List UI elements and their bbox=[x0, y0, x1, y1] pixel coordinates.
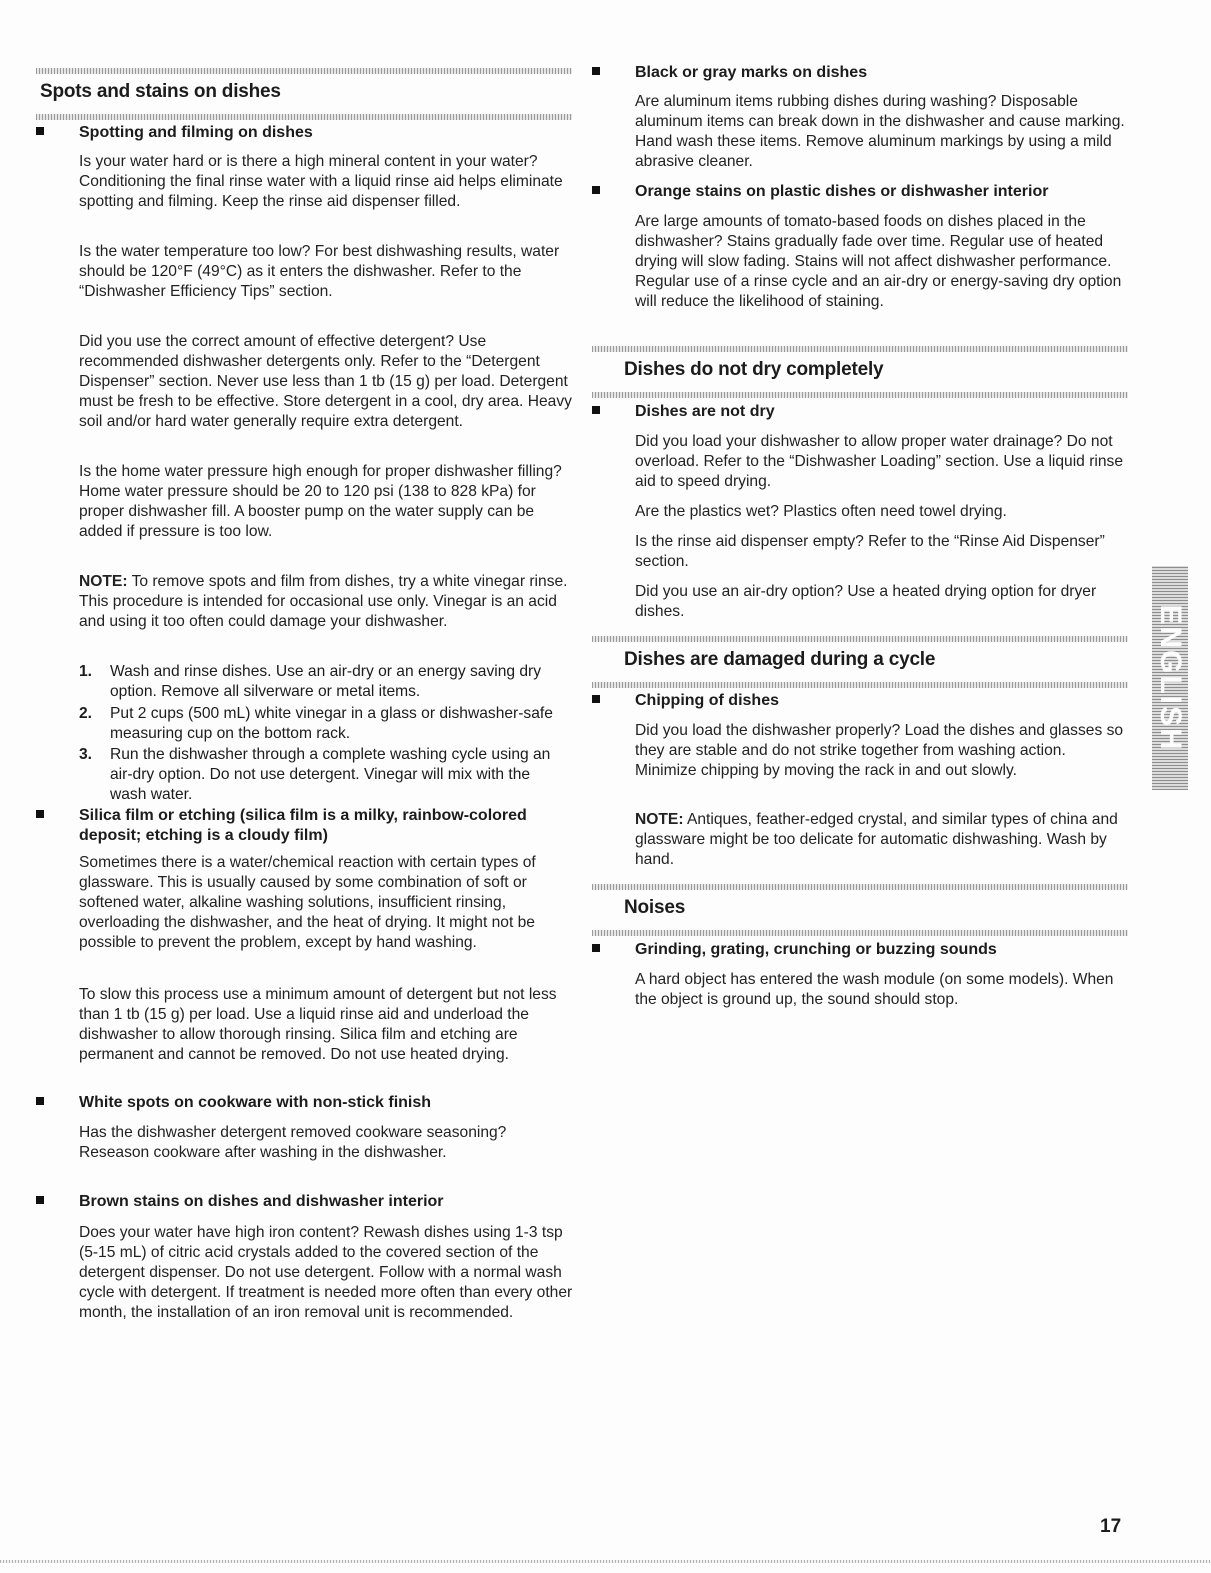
note-label: NOTE: bbox=[635, 811, 684, 828]
bullet-icon bbox=[36, 1196, 44, 1204]
step-number: 3. bbox=[79, 746, 93, 763]
step-number: 1. bbox=[79, 663, 93, 680]
bullet-icon bbox=[592, 67, 600, 75]
problem-title: Black or gray marks on dishes bbox=[635, 64, 868, 81]
paragraph: Is the home water pressure high enough for proper dishwasher filling? Home water pressure should be 20 to 120 psi (138 to 828 kPa) for proper dishwasher fill. A booster pump on the water supply can be added if pressure is too low. bbox=[79, 463, 562, 540]
problem-title: Dishes are not dry bbox=[635, 403, 775, 420]
section-title: Spots and stains on dishes bbox=[40, 81, 281, 102]
note-label: NOTE: bbox=[79, 573, 128, 590]
problem-title: White spots on cookware with non-stick finish bbox=[79, 1094, 432, 1111]
paragraph: Is the water temperature too low? For best dishwashing results, water should be 120°F (49°C) as it enters the dishwasher. Refer to the “Dishwasher Efficiency Tips” section. bbox=[79, 243, 560, 300]
paragraph: Did you load the dishwasher properly? Load the dishes and glasses so they are stable and do not strike together from washing action. Minimize chipping by moving the rack in and out slowly. bbox=[635, 722, 1124, 779]
section-header-spots bbox=[36, 68, 572, 120]
bullet-icon bbox=[36, 810, 44, 818]
paragraph: Has the dishwasher detergent removed cookware seasoning? Reseason cookware after washing in the dishwasher. bbox=[79, 1124, 507, 1161]
paragraph: A hard object has entered the wash module (on some models). When the object is ground up, the sound should stop. bbox=[635, 971, 1114, 1008]
language-label: ENGLISH bbox=[1154, 604, 1187, 752]
bullet-icon bbox=[592, 186, 600, 194]
paragraph: To slow this process use a minimum amount of detergent but not less than 1 tb (15 g) per load. Use a liquid rinse aid and underload the dishwasher to allow thorough rinsing. Silica film and etching are permanent and cannot be removed. Do not use heated drying. bbox=[79, 986, 557, 1063]
paragraph: Sometimes there is a water/chemical reaction with certain types of glassware. This is usually caused by some combination of soft or softened water, alkaline washing solutions, insufficient rinsing, overloading the dishwasher, and the heat of drying. It might not be possible to prevent the problem, except by hand washing. bbox=[79, 854, 536, 951]
bullet-icon bbox=[592, 944, 600, 952]
paragraph: Are the plastics wet? Plastics often need towel drying. bbox=[635, 503, 1007, 520]
step-text: Wash and rinse dishes. Use an air-dry or an energy saving dry option. Remove all silverware or metal items. bbox=[110, 663, 542, 700]
section-header-noises bbox=[592, 884, 1128, 936]
section-title: Dishes are damaged during a cycle bbox=[624, 649, 936, 670]
paragraph: Are aluminum items rubbing dishes during washing? Disposable aluminum items can break down in the dishwasher and cause marking. Hand wash these items. Remove aluminum markings by using a mild abrasive cleaner. bbox=[635, 93, 1125, 170]
section-rule bbox=[592, 682, 1128, 688]
note-text: To remove spots and film from dishes, try a white vinegar rinse. This procedure is intended for occasional use only. Vinegar is an acid and using it too often could damage your dishwasher. bbox=[79, 573, 568, 630]
section-rule bbox=[592, 930, 1128, 936]
paragraph: Does your water have high iron content? Rewash dishes using 1-3 tsp (5-15 mL) of citric acid crystals added to the covered section of the detergent dispenser. Do not use detergent. Follow with a normal wash cycle with detergent. If treatment is needed more often than every other month, the installation of an iron removal unit is recommended. bbox=[79, 1224, 573, 1321]
paragraph: Did you load your dishwasher to allow proper water drainage? Do not overload. Refer to the “Dishwasher Loading” section. Use a liquid rinse aid to speed drying. bbox=[635, 433, 1123, 490]
problem-title: Orange stains on plastic dishes or dishwasher interior bbox=[635, 183, 1049, 200]
problem-title: Silica film or etching (silica film is a milky, rainbow-colored deposit; etching is a cloudy film) bbox=[79, 807, 527, 844]
step-number: 2. bbox=[79, 705, 93, 722]
bullet-icon bbox=[592, 406, 600, 414]
section-title: Dishes do not dry completely bbox=[624, 359, 884, 380]
section-title: Noises bbox=[624, 897, 686, 918]
bullet-icon bbox=[36, 1097, 44, 1105]
paragraph: Are large amounts of tomato-based foods on dishes placed in the dishwasher? Stains gradually fade over time. Regular use of heated drying will slow fading. Stains will not affect dishwasher performance. Regular use of a rinse cycle and an air-dry or energy-saving dry option will reduce the likelihood of staining. bbox=[635, 213, 1122, 310]
bullet-icon bbox=[592, 695, 600, 703]
paragraph: Did you use the correct amount of effective detergent? Use recommended dishwasher detergents only. Refer to the “Detergent Dispenser” section. Never use less than 1 tb (15 g) per load. Detergent must be fresh to be effective. Store detergent in a cool, dry area. Heavy soil and/or hard water generally require extra detergent. bbox=[79, 333, 572, 430]
bullet-icon bbox=[36, 127, 44, 135]
problem-title: Brown stains on dishes and dishwasher interior bbox=[79, 1193, 444, 1210]
step-text: Put 2 cups (500 mL) white vinegar in a glass or dishwasher-safe measuring cup on the bottom rack. bbox=[110, 705, 553, 742]
problem-title: Grinding, grating, crunching or buzzing sounds bbox=[635, 941, 997, 958]
paragraph: Is the rinse aid dispenser empty? Refer to the “Rinse Aid Dispenser” section. bbox=[635, 533, 1105, 570]
section-rule bbox=[592, 392, 1128, 398]
paragraph: Is your water hard or is there a high mineral content in your water? Conditioning the final rinse water with a liquid rinse aid helps eliminate spotting and filming. Keep the rinse aid dispenser filled. bbox=[79, 153, 563, 210]
section-header-damaged bbox=[592, 636, 1128, 688]
problem-title: Chipping of dishes bbox=[635, 692, 779, 709]
note-paragraph bbox=[79, 572, 573, 632]
section-rule bbox=[36, 68, 572, 74]
section-rule bbox=[592, 884, 1128, 890]
section-rule bbox=[592, 636, 1128, 642]
language-side-tab bbox=[1152, 566, 1188, 790]
problem-title: Spotting and filming on dishes bbox=[79, 124, 313, 141]
step-text: Run the dishwasher through a complete washing cycle using an air-dry option. Do not use detergent. Vinegar will mix with the wash water. bbox=[110, 746, 551, 803]
note-text: Antiques, feather-edged crystal, and similar types of china and glassware might be too delicate for automatic dishwashing. Wash by hand. bbox=[635, 811, 1118, 868]
note-paragraph bbox=[635, 810, 1129, 870]
section-rule bbox=[592, 346, 1128, 352]
page-number: 17 bbox=[1100, 1516, 1122, 1537]
section-header-dry bbox=[592, 346, 1128, 398]
paragraph: Did you use an air-dry option? Use a heated drying option for dryer dishes. bbox=[635, 583, 1097, 620]
section-rule bbox=[36, 114, 572, 120]
page-bottom-rule bbox=[0, 1560, 1211, 1563]
